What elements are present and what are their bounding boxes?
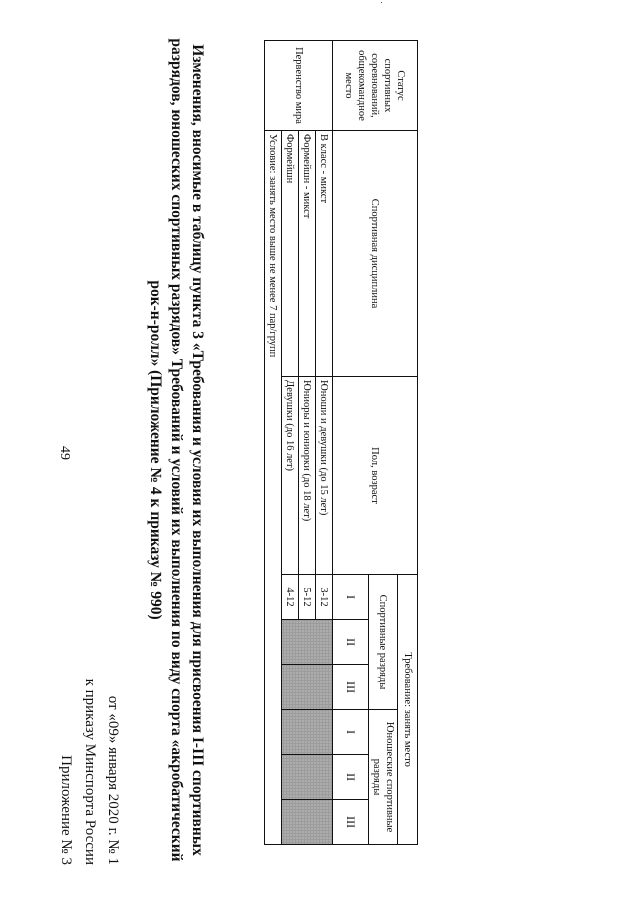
gender-age-cell: Юноши и девушки (до 15 лет): [316, 377, 333, 575]
title-line-2: разрядов, юношеских спортивных разрядов» Требований и условий их выполнения по виду спорта «акробатический: [168, 38, 185, 862]
condition-row: [265, 41, 282, 845]
requirements-table: [264, 40, 418, 845]
appendix-order-date: от «09» января 2020 г. № 1: [105, 695, 121, 865]
header-rank-ii: II: [333, 620, 369, 665]
header-rank-iii: III: [333, 665, 369, 710]
header-discipline: Спортивная дисциплина: [333, 131, 418, 377]
title-line-1: Изменения, вносимые в таблицу пункта 3 «Требования и условия их выполнения для присвоения I-III спортивных: [189, 44, 206, 856]
rank-i-cell: 5-12: [299, 575, 316, 620]
header-requirement: Требование: занять место: [398, 575, 418, 845]
header-rank-i: I: [333, 575, 369, 620]
discipline-cell: Формейшн - микст: [299, 131, 316, 377]
header-gender-age: Пол, возраст: [333, 377, 418, 575]
discipline-cell: Формейшн: [282, 131, 299, 377]
header-youth-ranks: Юношеские спортивные разряды: [369, 710, 398, 845]
appendix-order-ref: к приказу Минспорта России: [82, 678, 98, 865]
page-number: 49: [57, 446, 72, 460]
shaded-cell: [282, 710, 333, 755]
shaded-cell: [282, 620, 333, 665]
scan-speck: [381, 2, 382, 3]
document-title: [145, 30, 208, 870]
shaded-cell: [282, 755, 333, 800]
condition-cell: Условие: занять место выше не менее 7 пар/групп: [265, 131, 282, 845]
rank-i-cell: 4-12: [282, 575, 299, 620]
header-youth-rank-iii: III: [333, 800, 369, 845]
shaded-cell: [282, 800, 333, 845]
gender-age-cell: Юниоры и юниорки (до 18 лет): [299, 377, 316, 575]
gender-age-cell: Девушки (до 16 лет): [282, 377, 299, 575]
header-youth-rank-i: I: [333, 710, 369, 755]
rank-i-cell: 3-12: [316, 575, 333, 620]
discipline-cell: В класс - микст: [316, 131, 333, 377]
shaded-cell: [282, 665, 333, 710]
appendix-number: Приложение № 3: [58, 755, 74, 865]
header-status: Статус спортивных соревнований, общекомандное место: [333, 41, 418, 131]
header-sport-ranks: Спортивные разряды: [369, 575, 398, 710]
header-youth-rank-ii: II: [333, 755, 369, 800]
title-line-3: рок-н-ролл» (Приложение № 4 к приказу № 990): [147, 280, 164, 620]
status-cell: Первенство мира: [265, 41, 333, 131]
table-row: [316, 41, 333, 845]
